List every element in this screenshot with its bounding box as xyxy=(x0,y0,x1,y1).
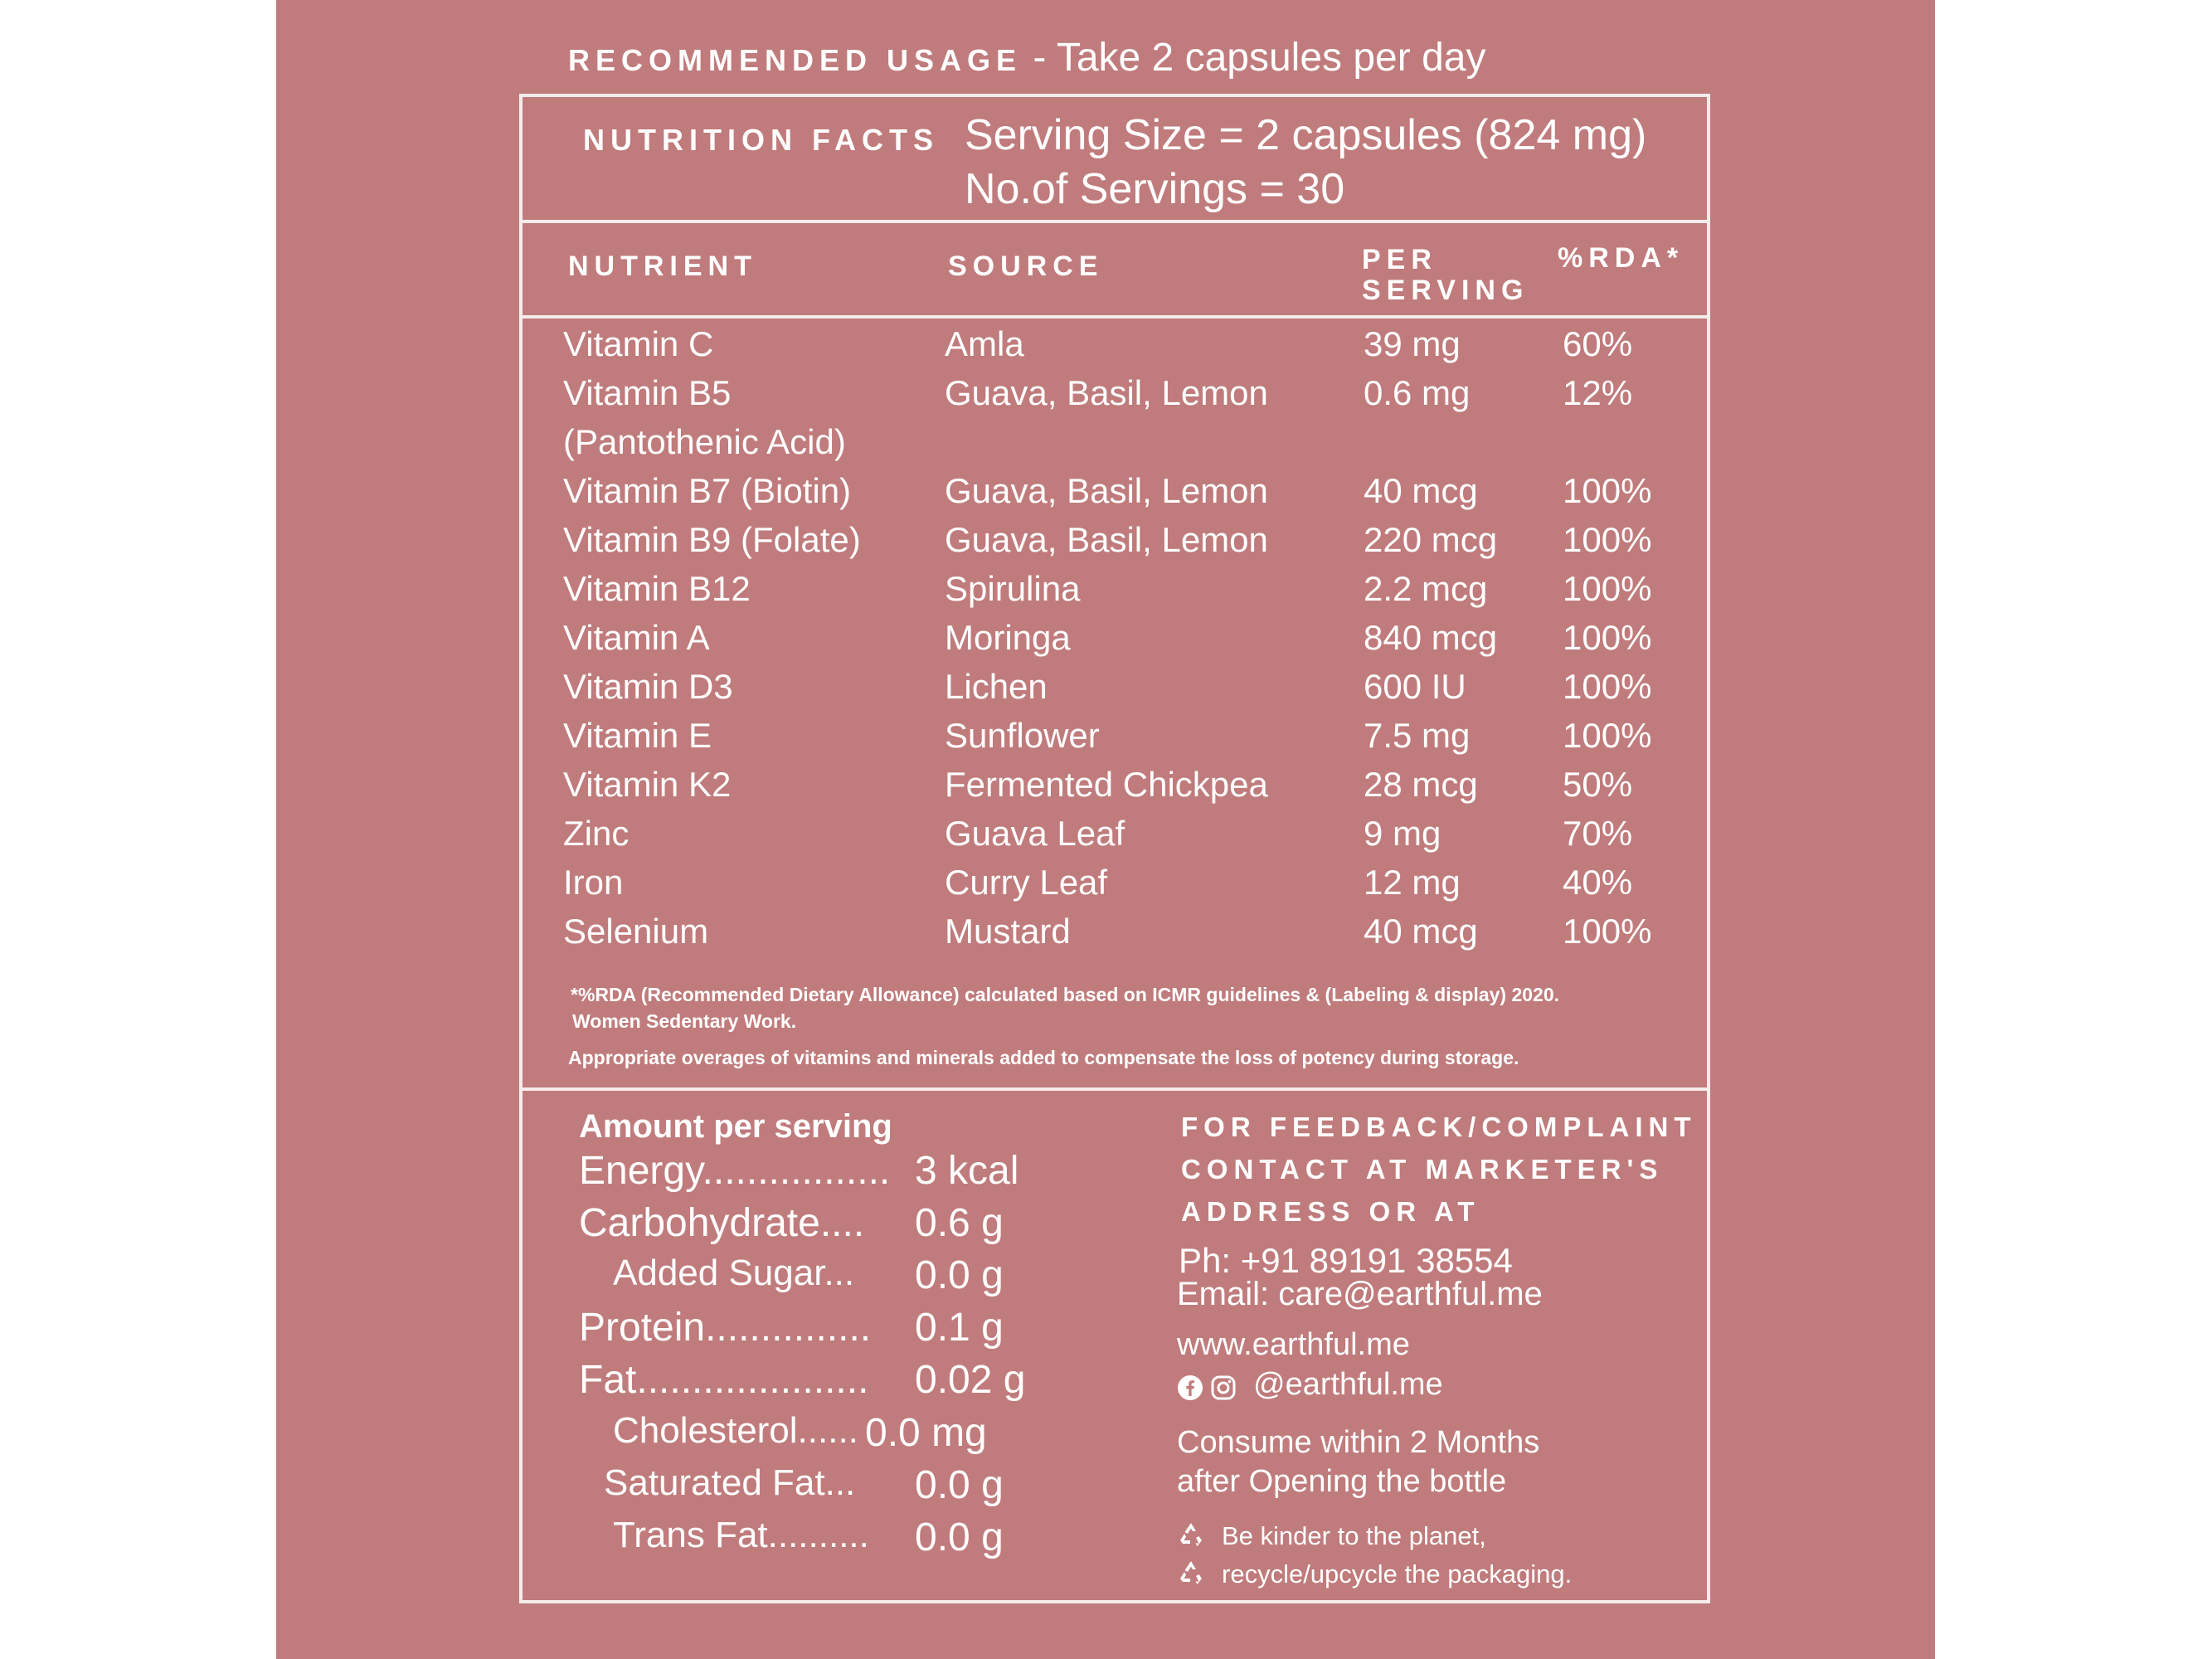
cell-rda: 100% xyxy=(1563,569,1652,608)
serving-size: Serving Size = 2 capsules (824 mg) xyxy=(965,111,1647,159)
cell-rda: 12% xyxy=(1563,373,1633,412)
fat-label: Fat..................... xyxy=(579,1358,869,1402)
recycle-icon xyxy=(1177,1520,1205,1553)
cell-rda: 100% xyxy=(1563,618,1652,657)
saturated-fat-label: Saturated Fat... xyxy=(604,1462,856,1503)
cell-per-serving: 600 IU xyxy=(1364,667,1466,706)
cholesterol-label: Cholesterol...... xyxy=(613,1410,858,1451)
added-sugar-label: Added Sugar... xyxy=(613,1253,855,1293)
cell-source: Sunflower xyxy=(945,716,1100,755)
consume-line1: Consume within 2 Months xyxy=(1177,1425,1540,1460)
nutrition-facts-title: NUTRITION FACTS xyxy=(583,123,939,157)
cholesterol-value: 0.0 mg xyxy=(865,1411,987,1455)
feedback-heading-line3: ADDRESS OR AT xyxy=(1181,1196,1480,1227)
recycle-icon xyxy=(1177,1559,1205,1591)
cell-per-serving: 12 mg xyxy=(1364,863,1461,902)
cell-rda: 100% xyxy=(1563,520,1652,559)
carbohydrate-value: 0.6 g xyxy=(915,1201,1004,1245)
header-rda: %RDA* xyxy=(1558,242,1685,274)
recycle-line2: recycle/upcycle the packaging. xyxy=(1222,1559,1573,1588)
cell-per-serving: 2.2 mcg xyxy=(1364,569,1488,608)
cell-source: Moringa xyxy=(945,618,1071,657)
recommended-usage xyxy=(568,35,1485,80)
header-per-serving-line1: PER xyxy=(1362,244,1437,275)
cell-nutrient: Vitamin C xyxy=(563,324,714,363)
divider xyxy=(523,220,1707,223)
saturated-fat-value: 0.0 g xyxy=(915,1463,1004,1507)
divider xyxy=(523,315,1707,319)
cell-source: Lichen xyxy=(945,667,1048,706)
cell-per-serving: 39 mg xyxy=(1364,324,1461,363)
energy-value: 3 kcal xyxy=(915,1149,1019,1193)
recommended-usage-label: RECOMMENDED USAGE xyxy=(568,43,1023,77)
social-handle[interactable]: @earthful.me xyxy=(1253,1367,1443,1402)
contact-website[interactable]: www.earthful.me xyxy=(1177,1327,1410,1362)
contact-email[interactable]: Email: care@earthful.me xyxy=(1177,1276,1543,1312)
cell-nutrient: Vitamin B5 xyxy=(563,373,732,412)
cell-nutrient: Vitamin B7 (Biotin) xyxy=(563,471,852,510)
label-panel xyxy=(276,0,1935,1659)
cell-source: Guava, Basil, Lemon xyxy=(945,373,1268,412)
cell-source: Amla xyxy=(945,324,1024,363)
protein-value: 0.1 g xyxy=(915,1306,1004,1350)
energy-label: Energy................. xyxy=(579,1149,891,1193)
contact-phone[interactable]: Ph: +91 89191 38554 xyxy=(1179,1241,1513,1280)
trans-fat-label: Trans Fat.......... xyxy=(613,1515,869,1555)
cell-rda: 40% xyxy=(1563,863,1633,902)
cell-rda: 100% xyxy=(1563,667,1652,706)
cell-nutrient: Vitamin D3 xyxy=(563,667,733,706)
cell-source: Guava, Basil, Lemon xyxy=(945,471,1268,510)
cell-per-serving: 220 mcg xyxy=(1364,520,1498,559)
recycle-line1: Be kinder to the planet, xyxy=(1222,1521,1486,1550)
added-sugar-value: 0.0 g xyxy=(915,1253,1004,1297)
cell-nutrient: Selenium xyxy=(563,912,709,951)
trans-fat-value: 0.0 g xyxy=(915,1515,1004,1559)
cell-source: Fermented Chickpea xyxy=(945,765,1268,804)
feedback-heading-line2: CONTACT AT MARKETER'S xyxy=(1181,1154,1664,1185)
instagram-icon[interactable] xyxy=(1210,1374,1237,1405)
cell-nutrient-line2: (Pantothenic Acid) xyxy=(563,422,846,461)
cell-nutrient: Vitamin K2 xyxy=(563,765,732,804)
cell-per-serving: 9 mg xyxy=(1364,814,1441,853)
cell-rda: 100% xyxy=(1563,716,1652,755)
protein-label: Protein............... xyxy=(579,1306,872,1350)
cell-per-serving: 7.5 mg xyxy=(1364,716,1471,755)
recommended-usage-text: - Take 2 capsules per day xyxy=(1022,36,1486,80)
footnote-rda: *%RDA (Recommended Dietary Allowance) calculated based on ICMR guidelines & (Labeling & display) 2020. xyxy=(571,984,1560,1005)
cell-source: Guava Leaf xyxy=(945,814,1125,853)
cell-rda: 100% xyxy=(1563,912,1652,951)
facebook-icon[interactable] xyxy=(1177,1374,1203,1405)
cell-nutrient: Vitamin A xyxy=(563,618,710,657)
footnote-rda-line2: Women Sedentary Work. xyxy=(572,1010,797,1032)
cell-source: Curry Leaf xyxy=(945,863,1108,902)
cell-per-serving: 0.6 mg xyxy=(1364,373,1471,412)
cell-per-serving: 40 mcg xyxy=(1364,912,1478,951)
cell-rda: 60% xyxy=(1563,324,1633,363)
cell-source: Spirulina xyxy=(945,569,1081,608)
divider xyxy=(523,1087,1707,1091)
cell-rda: 50% xyxy=(1563,765,1633,804)
amount-per-serving-heading: Amount per serving xyxy=(579,1108,892,1145)
cell-per-serving: 40 mcg xyxy=(1364,471,1478,510)
cell-source: Mustard xyxy=(945,912,1071,951)
fat-value: 0.02 g xyxy=(915,1358,1026,1402)
cell-per-serving: 840 mcg xyxy=(1364,618,1498,657)
cell-nutrient: Vitamin B9 (Folate) xyxy=(563,520,861,559)
cell-rda: 100% xyxy=(1563,471,1652,510)
cell-nutrient: Iron xyxy=(563,863,624,902)
number-of-servings: No.of Servings = 30 xyxy=(965,165,1345,213)
header-source: SOURCE xyxy=(948,251,1104,282)
cell-source: Guava, Basil, Lemon xyxy=(945,520,1268,559)
consume-line2: after Opening the bottle xyxy=(1177,1464,1507,1499)
header-nutrient: NUTRIENT xyxy=(568,251,757,282)
cell-nutrient: Zinc xyxy=(563,814,630,853)
cell-nutrient: Vitamin B12 xyxy=(563,569,751,608)
cell-per-serving: 28 mcg xyxy=(1364,765,1478,804)
feedback-heading-line1: FOR FEEDBACK/COMPLAINT xyxy=(1181,1112,1697,1142)
cell-rda: 70% xyxy=(1563,814,1633,853)
header-per-serving-line2: SERVING xyxy=(1362,275,1529,306)
cell-nutrient: Vitamin E xyxy=(563,716,712,755)
carbohydrate-label: Carbohydrate.... xyxy=(579,1201,865,1245)
footnote-overages: Appropriate overages of vitamins and minerals added to compensate the loss of potency during storage. xyxy=(568,1047,1519,1068)
